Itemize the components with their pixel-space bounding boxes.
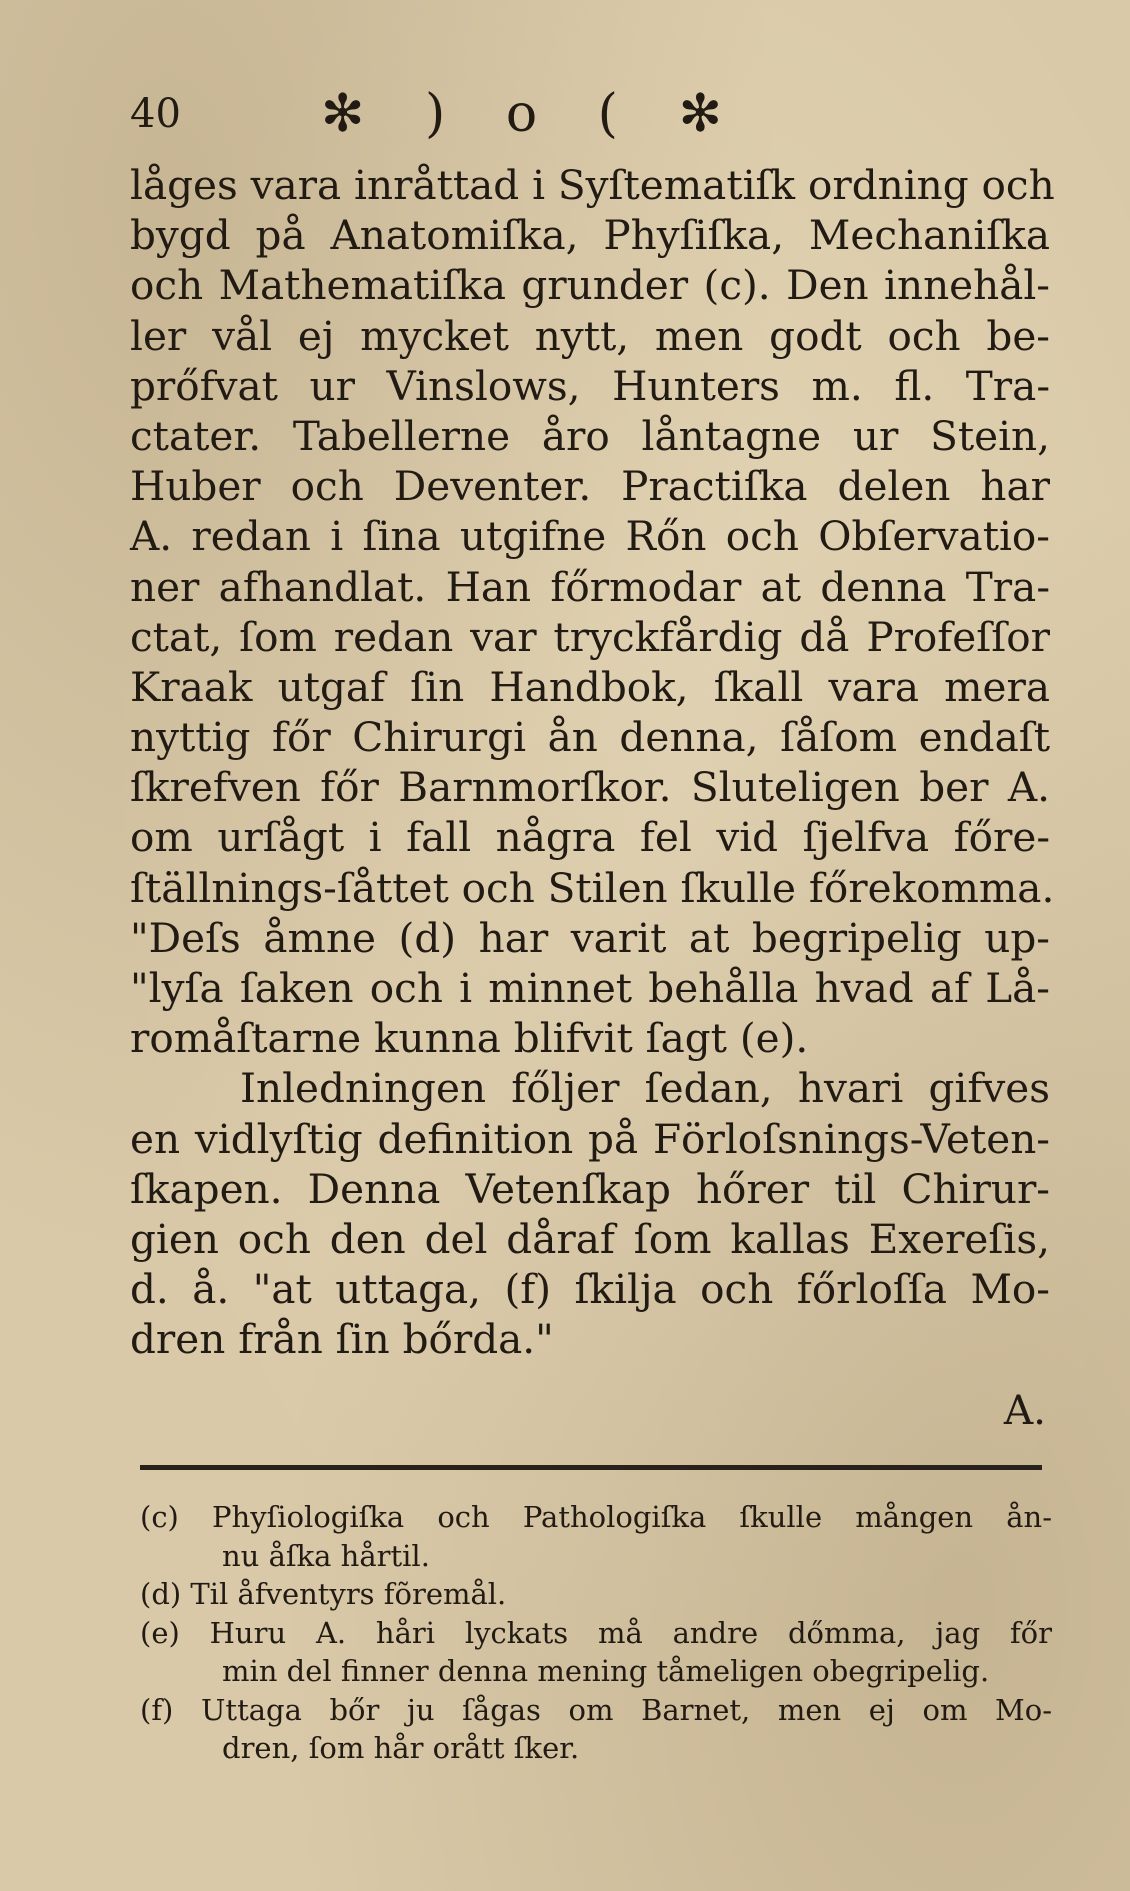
- footnote-e: [140, 1614, 1052, 1691]
- footnote-f: [140, 1691, 1052, 1768]
- text-line: "Deſs åmne (d) har varit at begripelig up-: [130, 913, 1050, 962]
- text-line: ler vål ej mycket nytt, men godt och be-: [130, 311, 1050, 360]
- text-line: om urſågt i fall några fel vid ſjelfva főre-: [130, 813, 1050, 862]
- header-ornament: ✻ ) o ( ✻: [320, 84, 745, 144]
- footnote-line: [140, 1575, 1052, 1614]
- footnote-line: [140, 1498, 1052, 1537]
- text-line: ctater. Tabellerne åro låntagne ur Stein,: [130, 411, 1050, 460]
- text-line: ctat, ſom redan var tryckfårdig då Profeſſor: [130, 612, 1050, 661]
- footnote-mark: (f): [140, 1692, 174, 1727]
- page-number: 40: [130, 91, 181, 137]
- text-line: ſkapen. Denna Vetenſkap hőrer til Chirur-: [130, 1164, 1050, 1213]
- footnote-line: dren, ſom hår orått ſker.: [222, 1731, 580, 1765]
- footnotes: [140, 1498, 1052, 1768]
- main-text: [130, 160, 1055, 1441]
- text-line: bygd på Anatomiſka, Phyſiſka, Mechaniſka: [130, 211, 1050, 260]
- footnote-c: [140, 1498, 1052, 1575]
- text-line: "lyſa ſaken och i minnet behålla hvad af Lå-: [130, 964, 1050, 1012]
- text-line: prőfvat ur Vinslows, Hunters m. fl. Tra-: [130, 361, 1050, 410]
- footnote-text: Til åfventyrs fõremål.: [190, 1577, 507, 1611]
- footnote-line: [140, 1614, 1052, 1653]
- running-header: [130, 84, 770, 144]
- footnote-mark: (c): [140, 1500, 179, 1534]
- footnote-text: Huru A. håri lyckats må andre dőmma, jag főr: [209, 1615, 1053, 1650]
- text-line: gien och den del dåraf ſom kallas Exereſis,: [130, 1214, 1050, 1263]
- text-line: Kraak utgaf ſin Handbok, ſkall vara mera: [130, 662, 1050, 711]
- footnote-text: Uttaga bőr ju ſågas om Barnet, men ej om Mo-: [200, 1692, 1052, 1727]
- text-line: låges vara inråttad i Syſtematiſk ordning och: [130, 161, 1055, 209]
- text-line: en vidlyſtig definition på Fӧrloſsnings-Veten-: [130, 1114, 1050, 1163]
- footnote-line: min del finner denna mening tåmeligen obegripelig.: [222, 1654, 990, 1688]
- footnote-mark: (d): [140, 1577, 182, 1611]
- text-line: och Mathematiſka grunder (c). Den innehål-: [130, 261, 1050, 310]
- text-line: dren från ſin bőrda.": [130, 1315, 554, 1364]
- text-line: d. å. "at uttaga, (f) ſkilja och főrloſſa Mo-: [130, 1265, 1050, 1314]
- text-line: Huber och Deventer. Practiſka delen har: [130, 462, 1050, 511]
- text-line: romåſtarne kunna blifvit ſagt (e).: [130, 1014, 809, 1063]
- text-line: ſtällnings-ſåttet och Stilen ſkulle főrekomma.: [130, 863, 1055, 912]
- text-line: A. redan i ſina utgifne Rőn och Obſervatio-: [130, 512, 1050, 561]
- text-line: nyttig főr Chirurgi ån denna, ſåſom endaſt: [130, 713, 1050, 762]
- footnote-mark: (e): [140, 1615, 180, 1650]
- footnote-text: Phyſiologiſka och Pathologiſka ſkulle mången ån-: [212, 1500, 1052, 1534]
- footnote-line: [140, 1691, 1052, 1730]
- text-line: ner afhandlat. Han főrmodar at denna Tra-: [130, 562, 1050, 611]
- author-signature: A.: [1003, 1385, 1046, 1434]
- footnote-d: [140, 1575, 1052, 1614]
- text-line: Inledningen főljer ſedan, hvari gifves: [240, 1064, 1050, 1113]
- footnote-line: nu åſka hårtil.: [222, 1538, 430, 1573]
- footnote-rule: [140, 1465, 1042, 1470]
- text-line: ſkrefven főr Barnmorſkor. Sluteligen ber A.: [130, 763, 1050, 812]
